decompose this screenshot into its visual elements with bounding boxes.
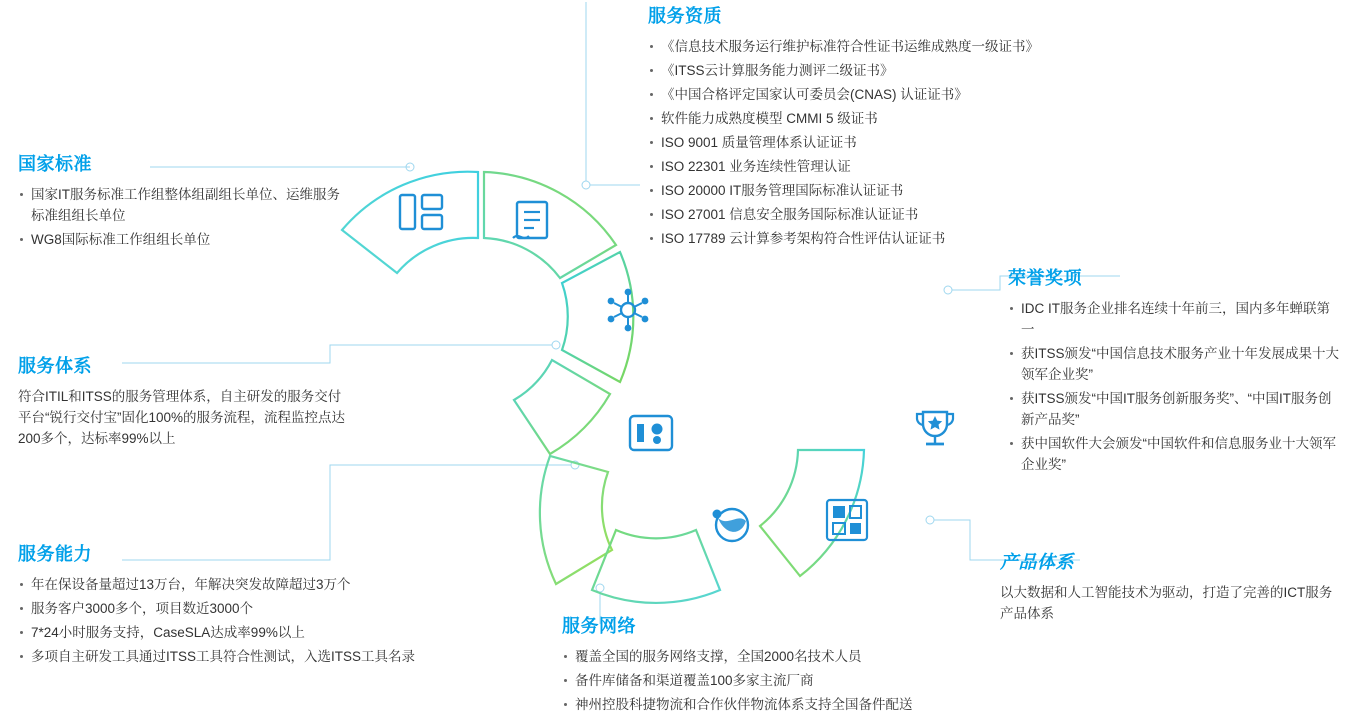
list-item: IDC IT服务企业排名连续十年前三，国内多年蝉联第一 [1008, 298, 1342, 340]
list-item: 备件库储备和渠道覆盖100多家主流厂商 [562, 670, 1022, 691]
list-item: ISO 9001 质量管理体系认证证书 [648, 132, 1098, 153]
block-service-system [18, 352, 348, 449]
list-item: 多项自主研发工具通过ITSS工具符合性测试，入选ITSS工具名录 [18, 646, 538, 667]
list-item: 神州控股科捷物流和合作伙伴物流体系支持全国备件配送 [562, 694, 1022, 715]
globe-network-icon [713, 509, 749, 541]
list-item: ISO 17789 云计算参考架构符合性评估认证证书 [648, 228, 1098, 249]
list-item: 覆盖全国的服务网络支撑，全国2000名技术人员 [562, 646, 1022, 667]
list-item: 《ITSS云计算服务能力测评二级证书》 [648, 60, 1098, 81]
block-honors [1008, 264, 1342, 478]
block-body-service-qualification [648, 36, 1098, 249]
list-item: 获ITSS颁发“中国IT服务创新服务奖”、“中国IT服务创新产品奖” [1008, 388, 1342, 430]
list-item: ISO 22301 业务连续性管理认证 [648, 156, 1098, 177]
block-body-service-network [562, 646, 1022, 715]
block-body-product-system [1000, 582, 1340, 624]
list-item: ISO 20000 IT服务管理国际标准认证证书 [648, 180, 1098, 201]
service-capability-icon [630, 416, 672, 450]
trophy-award-icon [917, 412, 953, 444]
list-item: 获中国软件大会颁发“中国软件和信息服务业十大领军企业奖” [1008, 433, 1342, 475]
product-system-paragraph: 以大数据和人工智能技术为驱动，打造了完善的ICT服务产品体系 [1000, 585, 1333, 621]
service-system-paragraph: 符合ITIL和ITSS的服务管理体系，自主研发的服务交付平台“锐行交付宝”固化100%的服务流程，流程监控点达200多个，达标率99%以上 [18, 389, 346, 446]
block-title-national-standard: 国家标准 [18, 154, 92, 174]
block-title-service-qualification: 服务资质 [648, 6, 722, 26]
list-item: 服务客户3000多个，项目数近3000个 [18, 598, 538, 619]
block-body-honors [1008, 298, 1342, 475]
block-title-honors: 荣誉奖项 [1008, 268, 1082, 288]
list-item: 年在保设备量超过13万台，年解决突发故障超过3万个 [18, 574, 538, 595]
national-standard-list [18, 184, 348, 250]
certificate-document-icon [513, 202, 547, 238]
block-body-national-standard [18, 184, 348, 250]
service-qualification-list [648, 36, 1098, 249]
block-product-system [1000, 548, 1340, 624]
service-capability-list [18, 574, 538, 667]
list-item: 7*24小时服务支持，CaseSLA达成率99%以上 [18, 622, 538, 643]
list-item: 国家IT服务标准工作组整体组副组长单位、运维服务标准组组长单位 [18, 184, 348, 226]
block-title-service-system: 服务体系 [18, 356, 92, 376]
list-item: ISO 27001 信息安全服务国际标准认证证书 [648, 204, 1098, 225]
block-service-capability [18, 540, 538, 670]
list-item: 软件能力成熟度模型 CMMI 5 级证书 [648, 108, 1098, 129]
block-service-qualification [648, 2, 1098, 252]
list-item: 《中国合格评定国家认可委员会(CNAS) 认证证书》 [648, 84, 1098, 105]
block-title-service-capability: 服务能力 [18, 544, 92, 564]
network-atom-icon [608, 289, 649, 332]
list-item: 获ITSS颁发“中国信息技术服务产业十年发展成果十大领军企业奖” [1008, 343, 1342, 385]
list-item: WG8国际标准工作组组长单位 [18, 229, 348, 250]
block-title-product-system: 产品体系 [1000, 552, 1074, 572]
block-national-standard [18, 150, 348, 253]
service-network-list [562, 646, 1022, 715]
block-title-service-network: 服务网络 [562, 616, 636, 636]
dashboard-grid-icon [400, 195, 442, 229]
honors-list [1008, 298, 1342, 475]
block-service-network [562, 612, 1022, 718]
block-body-service-system [18, 386, 348, 449]
block-body-service-capability [18, 574, 538, 667]
list-item: 《信息技术服务运行维护标准符合性证书运维成熟度一级证书》 [648, 36, 1098, 57]
